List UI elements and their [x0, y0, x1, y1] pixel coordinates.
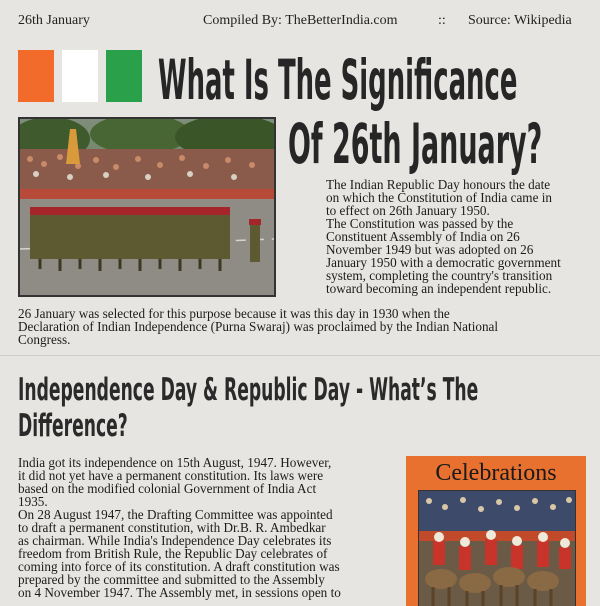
difference-heading-line-1: Independence Day & Republic Day - What’s The	[18, 373, 479, 409]
flag-white-stripe	[62, 50, 98, 102]
celebrations-box	[406, 456, 586, 606]
intro-line: Constituent Assembly of India on 26	[326, 229, 520, 244]
source-label: Source: Wikipedia	[468, 13, 572, 28]
intro-line: The Constitution was passed by the	[326, 216, 514, 231]
difference-heading-line-2: Difference?	[18, 409, 128, 445]
difference-line: as chairman. While India's Independence Day celebrates its	[18, 533, 332, 548]
date-label: 26th January	[18, 13, 90, 28]
camel-parade-illustration	[419, 491, 575, 606]
page-title-line-2: Of 26th January?	[288, 114, 543, 178]
difference-line: India got its independence on 15th August, 1947. However,	[18, 455, 332, 470]
intro-line: November 1949 but was adopted on 26	[326, 242, 534, 257]
intro-paragraph	[326, 178, 561, 295]
selection-paragraph	[18, 307, 498, 346]
intro-line: toward becoming an independent republic.	[326, 281, 552, 296]
difference-line: 1935.	[18, 494, 48, 509]
difference-line: to draft a permanent constitution, with Dr.B. R. Ambedkar	[18, 520, 326, 535]
difference-line: freedom from British Rule, the Republic Day celebrates of	[18, 546, 328, 561]
section-divider	[0, 355, 600, 356]
intro-line: The Indian Republic Day honours the date	[326, 177, 551, 192]
flag-green-stripe	[106, 50, 142, 102]
selection-line: Congress.	[18, 332, 71, 347]
difference-paragraph	[18, 456, 341, 599]
difference-line: on 4 November 1947. The Assembly met, in sessions open to	[18, 585, 341, 600]
selection-line: Declaration of Indian Independence (Purna Swaraj) was proclaimed by the Indian National	[18, 319, 499, 334]
page-title-line-1: What Is The Significance	[158, 50, 518, 114]
difference-line: based on the modified colonial Government of India Act	[18, 481, 317, 496]
celebrations-title: Celebrations	[435, 460, 557, 486]
flag-saffron-stripe	[18, 50, 54, 102]
separator: ::	[438, 13, 446, 28]
parade-photo	[18, 117, 276, 297]
parade-illustration	[20, 119, 274, 295]
difference-line: coming into force of its constitution. A draft constitution was	[18, 559, 340, 574]
top-bar	[0, 0, 600, 40]
intro-line: on which the Constitution of India came in	[326, 190, 552, 205]
intro-line: to effect on 26th January 1950.	[326, 203, 490, 218]
intro-line: January 1950 with a democratic government	[326, 255, 561, 270]
intro-line: system, completing the country's transition	[326, 268, 553, 283]
difference-line: it did not yet have a permanent constitution. Its laws were	[18, 468, 324, 483]
selection-line: 26 January was selected for this purpose because it was this day in 1930 when the	[18, 306, 450, 321]
difference-line: On 28 August 1947, the Drafting Committee was appointed	[18, 507, 333, 522]
difference-line: prepared by the committee and submitted to the Assembly	[18, 572, 325, 587]
compiled-by-label: Compiled By: TheBetterIndia.com	[203, 13, 398, 28]
celebrations-photo	[418, 490, 576, 606]
